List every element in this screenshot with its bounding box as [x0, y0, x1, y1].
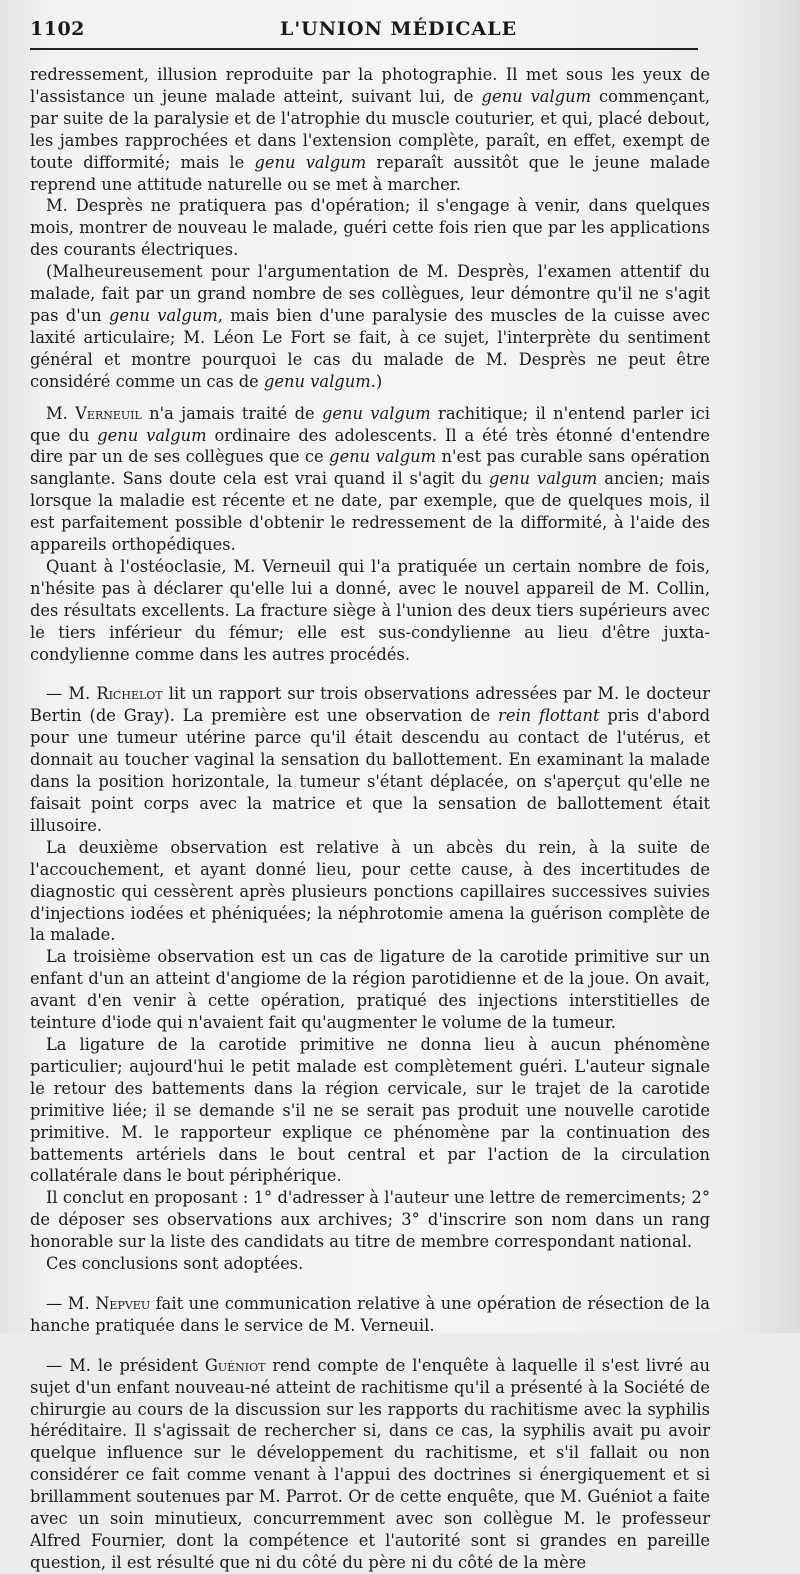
italic-term: genu valgum	[108, 305, 218, 325]
journal-title: L'UNION MÉDICALE	[280, 18, 518, 40]
speaker-name: Verneuil	[75, 403, 142, 423]
paragraph: M. Desprès ne pratiquera pas d'opération; il s'engage à venir, dans quelques mois, montrer de nouveau le malade, guéri cette fois rien que par les applications des courants électriques.	[30, 196, 710, 260]
paragraph: Quant à l'ostéoclasie, M. Verneuil qui l'a pratiquée un certain nombre de fois, n'hésite pas à déclarer qu'elle lui a donné, avec le nouvel appareil de M. Collin, des résultats excellents. La fracture siège à l'union des deux tiers supérieurs avec le tiers inférieur du fémur; elle est sus-condylienne au lieu d'être juxta-condylienne comme dans les autres procédés.	[30, 556, 710, 664]
article-body	[30, 64, 710, 1574]
paragraph: La troisième observation est un cas de ligature de la carotide primitive sur un enfant d'un an atteint d'angiome de la région parotidienne et de la joue. On avait, avant d'en venir à cette opération, pratiqué des injections interstitielles de teinture d'iode qui n'avaient fait qu'augmenter le volume de la tumeur.	[30, 947, 710, 1033]
header-rule	[30, 48, 698, 50]
italic-term: genu valgum	[254, 152, 367, 172]
speaker-name: Richelot	[96, 684, 163, 704]
speaker-name: Guéniot	[204, 1355, 266, 1375]
paragraph: — M. Richelot lit un rapport sur trois observations adressées par M. le docteur Bertin (de Gray). La première est une observation de rein flottant pris d'abord pour une tumeur utérine parce qu'il était descendu au contact de l'utérus, et donnait au toucher vaginal la sensation du ballottement. En examinant la malade dans la position horizontale, la tumeur s'étant déplacée, on s'aperçut qu'elle ne faisait point corps avec la matrice et que la sensation de ballottement était illusoire.	[30, 684, 710, 835]
paragraph: (Malheureusement pour l'argumentation de M. Desprès, l'examen attentif du malade, fait par un grand nombre de ses collègues, leur démontre qu'il ne s'agit pas d'un genu valgum, mais bien d'une paralysie des muscles de la cuisse avec laxité articulaire; M. Léon Le Fort se fait, à ce sujet, l'interprète du sentiment général et montre pourquoi le cas du malade de M. Desprès ne peut être considéré comme un cas de genu valgum.)	[30, 262, 710, 391]
italic-term: genu valgum	[329, 447, 437, 467]
paragraph: La ligature de la carotide primitive ne donna lieu à aucun phénomène particulier; aujourd'hui le petit malade est complètement guéri. L'auteur signale le retour des battements dans la région cervicale, sur le trajet de la carotide primitive liée; il se demande s'il ne se serait pas produit une nouvelle carotide primitive. M. le rapporteur explique ce phénomène par la continuation des battements artériels dans le bout central et par l'action de la circulation collatérale dans le bout périphérique.	[30, 1034, 710, 1186]
paragraph: — M. Nepveu fait une communication relative à une opération de résection de la hanche pratiquée dans le service de M. Verneuil.	[30, 1293, 710, 1335]
paragraph: Il conclut en proposant : 1° d'adresser à l'auteur une lettre de remerciments; 2° de déposer ses observations aux archives; 3° d'inscrire son nom dans un rang honorable sur la liste des candidats au titre de membre correspondant national.	[30, 1188, 710, 1252]
paragraph: La deuxième observation est relative à un abcès du rein, à la suite de l'accouchement, et ayant donné lieu, pour cette cause, à des incertitudes de diagnostic qui cessèrent après plusieurs ponctions capillaires successives suivies d'injections iodées et phéniquées; la néphrotomie amena la guérison complète de la malade.	[30, 837, 710, 945]
paragraph: — M. le président Guéniot rend compte de l'enquête à laquelle il s'est livré au sujet d'un enfant nouveau-né atteint de rachitisme qu'il a présenté à la Société de chirurgie au cours de la discussion sur les rapports du rachitisme avec la syphilis héréditaire. Il s'agissait de rechercher si, dans ce cas, la syphilis avait pu avoir quelque influence sur le développement du rachitisme, et s'il fallait ou non considérer ce fait comme venant à l'appui des doctrines si énergiquement et si brillamment soutenues par M. Parrot. Or de cette enquête, que M. Guéniot a faite avec un soin minutieux, concurremment avec son collègue M. le professeur Alfred Fournier, dont la compétence et l'autorité sont si grandes en pareille question, il est résulté que ni du côté du père ni du côté de la mère	[30, 1355, 710, 1572]
italic-term: genu valgum	[488, 469, 598, 489]
italic-term: rein flottant	[498, 706, 600, 726]
italic-term: genu valgum	[321, 403, 431, 423]
paragraph: M. Verneuil n'a jamais traité de genu valgum rachitique; il n'entend parler ici que du genu valgum ordinaire des adolescents. Il a été très étonné d'entendre dire par un de ses collègues que ce genu valgum n'est pas curable sans opération sanglante. Sans doute cela est vrai quand il s'agit du genu valgum ancien; mais lorsque la maladie est récente et ne date, par exemple, que de quelques mois, il est parfaitement possible d'obtenir le redressement de la difformité, à l'aide des appareils orthopédiques.	[30, 403, 711, 555]
page-number: 1102	[30, 18, 85, 40]
paragraph: Ces conclusions sont adoptées.	[46, 1254, 304, 1274]
paragraph: redressement, illusion reproduite par la photographie. Il met sous les yeux de l'assistance un jeune malade atteint, suivant lui, de genu valgum commençant, par suite de la paralysie et de l'atrophie du muscle couturier, et qui, placé debout, les jambes rapprochées et dans l'extension complète, paraît, en effet, exempt de toute difformité; mais le genu valgum reparaît aussitôt que le jeune malade reprend une attitude naturelle ou se met à marcher.	[30, 65, 711, 194]
speaker-name: Nepveu	[95, 1293, 151, 1313]
page-header	[30, 18, 710, 44]
italic-term: genu valgum	[263, 371, 371, 391]
italic-term: genu valgum	[481, 86, 592, 106]
italic-term: genu valgum	[97, 425, 207, 445]
